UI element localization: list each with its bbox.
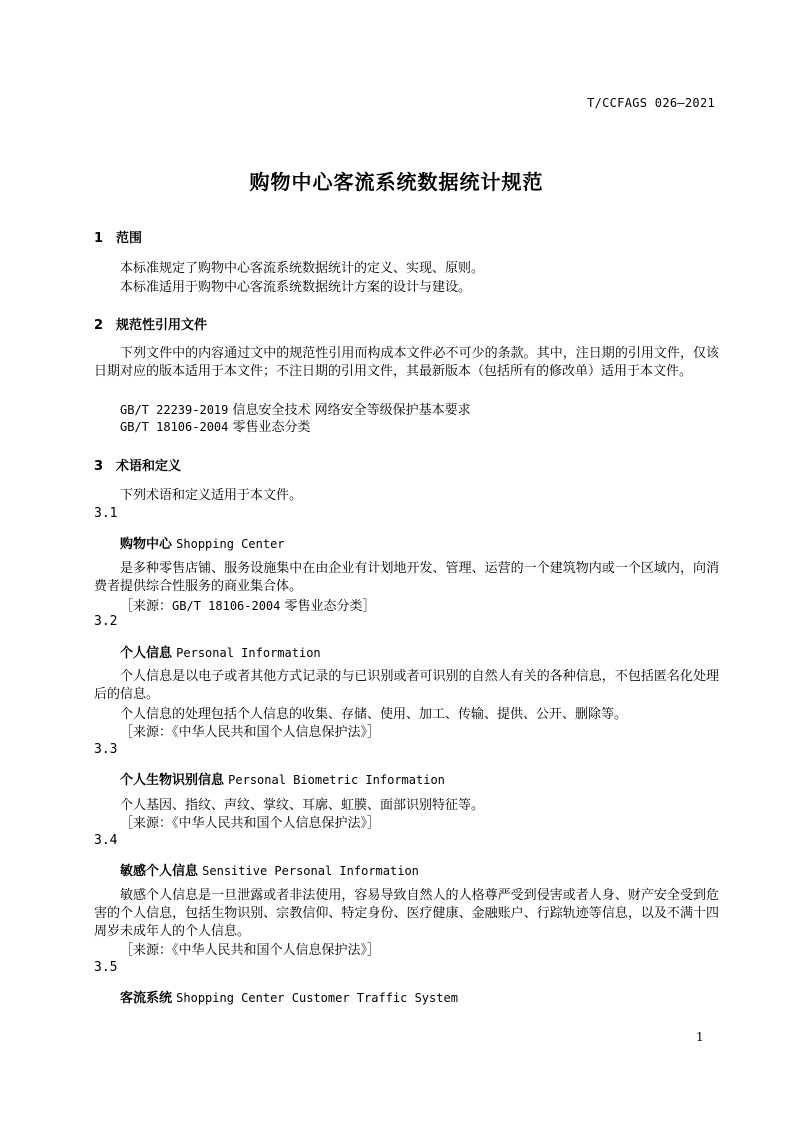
source-suffix: 零售业态分类］ xyxy=(280,599,376,614)
clause-number: 3.3 xyxy=(94,742,118,757)
standard-number: T/CCFAGS 026—2021 xyxy=(587,96,715,110)
reference-name: 零售业态分类 xyxy=(232,420,311,435)
term-zh: 购物中心 xyxy=(120,537,173,552)
reference-item xyxy=(120,418,311,437)
terms-intro: 下列术语和定义适用于本文件。 xyxy=(120,488,303,503)
clause-number: 3.4 xyxy=(94,833,118,848)
term-definition: 敏感个人信息是一旦泄露或者非法使用，容易导致自然人的人格尊严受到侵害或者人身、财产安全受到危害的个人信息，包括生物识别、宗教信仰、特定身份、医疗健康、金融账户、行踪轨迹等信息，以及不满十四周岁未成年人的个人信息。 xyxy=(94,888,719,939)
clause-number: 3.1 xyxy=(94,506,118,521)
page-number: 1 xyxy=(696,1030,704,1044)
page-title: 购物中心客流系统数据统计规范 xyxy=(249,170,544,194)
normative-intro: 下列文件中的内容通过文中的规范性引用而构成本文件必不可少的条款。其中，注日期的引用文件，仅该日期对应的版本适用于本文件；不注日期的引用文件，其最新版本（包括所有的修改单）适用于本文件。 xyxy=(94,346,719,379)
term-zh: 个人信息 xyxy=(120,646,173,661)
term-definition-extra: 个人信息的处理包括个人信息的收集、存储、使用、加工、传输、提供、公开、删除等。 xyxy=(120,707,628,722)
section-number: 2 xyxy=(94,318,104,333)
term-source xyxy=(120,597,376,616)
term-en: Personal Biometric Information xyxy=(228,773,445,787)
term-source: ［来源：《中华人民共和国个人信息保护法》］ xyxy=(120,943,381,958)
term-zh: 客流系统 xyxy=(120,991,173,1006)
source-code: GB/T 18106-2004 xyxy=(172,599,281,613)
term-en: Shopping Center Customer Traffic System xyxy=(176,991,458,1005)
section-number: 1 xyxy=(94,231,104,246)
scope-paragraph-2: 本标准适用于购物中心客流系统数据统计方案的设计与建设。 xyxy=(120,280,472,295)
term-definition: 是多种零售店铺、服务设施集中在由企业有计划地开发、管理、运营的一个建筑物内或一个区域内，向消费者提供综合性服务的商业集合体。 xyxy=(94,561,719,594)
section-title: 范围 xyxy=(116,231,143,246)
term-en: Sensitive Personal Information xyxy=(202,864,419,878)
term-zh: 敏感个人信息 xyxy=(120,864,199,879)
clause-number: 3.2 xyxy=(94,614,118,629)
term-heading xyxy=(120,860,419,879)
term-source: ［来源：《中华人民共和国个人信息保护法》］ xyxy=(120,725,381,740)
section-heading-terms xyxy=(94,455,181,474)
term-zh: 个人生物识别信息 xyxy=(120,773,225,788)
term-en: Shopping Center xyxy=(176,537,285,551)
term-heading xyxy=(120,987,458,1006)
clause-number: 3.5 xyxy=(94,960,118,975)
section-heading-scope xyxy=(94,227,142,246)
reference-code: GB/T 18106-2004 xyxy=(120,420,229,434)
term-heading xyxy=(120,642,321,661)
section-title: 术语和定义 xyxy=(116,459,182,474)
reference-name: 信息安全技术 网络安全等级保护基本要求 xyxy=(232,403,471,418)
term-definition: 个人基因、指纹、声纹、掌纹、耳廓、虹膜、面部识别特征等。 xyxy=(120,798,485,813)
term-heading xyxy=(120,533,285,552)
reference-code: GB/T 22239-2019 xyxy=(120,403,229,417)
source-prefix: ［来源： xyxy=(120,599,173,614)
term-definition: 个人信息是以电子或者其他方式记录的与已识别或者可识别的自然人有关的各种信息，不包括匿名化处理后的信息。 xyxy=(94,669,719,702)
section-heading-normative xyxy=(94,314,207,333)
term-en: Personal Information xyxy=(176,646,321,660)
section-title: 规范性引用文件 xyxy=(116,318,208,333)
term-heading xyxy=(120,769,445,788)
scope-paragraph-1: 本标准规定了购物中心客流系统数据统计的定义、实现、原则。 xyxy=(120,261,485,276)
section-number: 3 xyxy=(94,459,104,474)
term-source: ［来源：《中华人民共和国个人信息保护法》］ xyxy=(120,816,381,831)
